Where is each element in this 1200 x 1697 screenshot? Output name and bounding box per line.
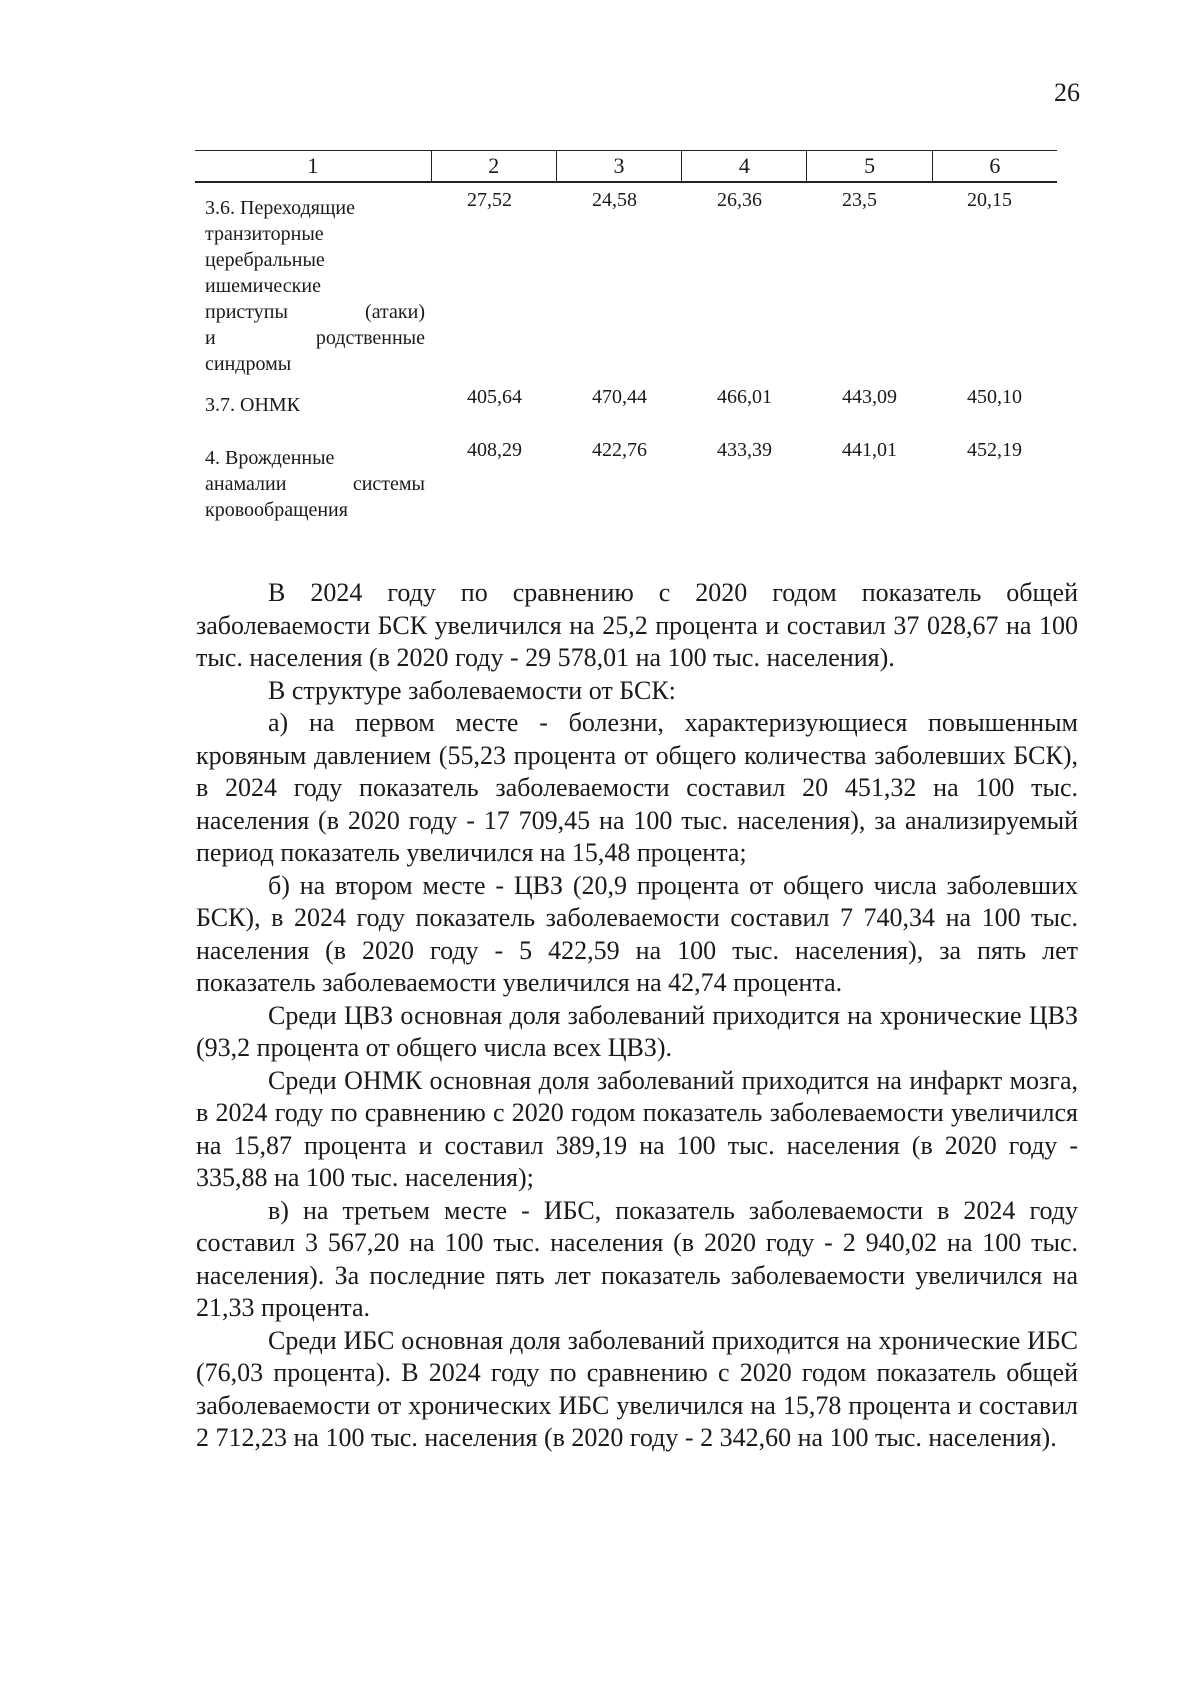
paragraph: а) на первом месте - болезни, характеризующиеся повышенным кровяным давлением (55,23 процента от общего количества заболевших БСК), в 2024 году показатель заболеваемости составил 20 451,32 на 100 тыс. населения (в 2020 году - 17 709,45 на 100 тыс. населения), за анализируемый период показатель увеличился на 15,48 процента; (196, 708, 1078, 867)
table-cell: 27,52 (467, 189, 512, 211)
paragraph: Среди ОНМК основная доля заболеваний приходится на инфаркт мозга, в 2024 году по сравнению с 2020 годом показатель заболеваемости увеличился на 15,87 процента и составил 389,19 на 100 тыс. населения (в 2020 году - 335,88 на 100 тыс. населения); (196, 1065, 1078, 1192)
row-label-line: и (205, 327, 216, 349)
row-label-line: ишемические (205, 275, 321, 297)
row-label-line: кровообращения (205, 499, 348, 521)
row-label-line: 3.6. Переходящие (205, 197, 355, 219)
row-label-line: (атаки) (365, 301, 425, 323)
paragraph: В структуре заболеваемости от БСК: (268, 675, 676, 705)
paragraph: Среди ИБС основная доля заболеваний приходится на хронические ИБС (76,03 процента). В 2024 году по сравнению с 2020 годом показатель общей заболеваемости от хронических ИБС увеличился на 15,78 процента и составил 2 712,23 на 100 тыс. населения (в 2020 году - 2 342,60 на 100 тыс. населения). (196, 1325, 1078, 1452)
table-cell: 452,19 (967, 439, 1022, 461)
row-label-line: транзиторные (205, 223, 324, 245)
body-text (196, 577, 1078, 1455)
table-cell: 443,09 (842, 386, 897, 408)
table-cell: 466,01 (717, 386, 772, 408)
table-header-cell: 3 (556, 151, 681, 181)
row-label-line: церебральные (205, 249, 325, 271)
row-label (205, 195, 425, 377)
table-header-row (195, 150, 1057, 183)
page-number: 26 (1054, 78, 1080, 107)
row-label-line: синдромы (205, 353, 292, 375)
paragraph: б) на втором месте - ЦВЗ (20,9 процента от общего числа заболевших БСК), в 2024 году показатель заболеваемости составил 7 740,34 на 100 тыс. населения (в 2020 году - 5 422,59 на 100 тыс. населения), за пять лет показатель заболеваемости увеличился на 42,74 процента. (196, 870, 1078, 997)
table-cell: 408,29 (467, 439, 522, 461)
table-cell: 422,76 (592, 439, 647, 461)
row-label (205, 392, 425, 418)
table-header-cell: 1 (307, 153, 319, 178)
table-cell: 405,64 (467, 386, 522, 408)
table-header-cell: 5 (806, 151, 931, 181)
table-cell: 24,58 (592, 189, 637, 211)
row-label-line: 4. Врожденные (205, 447, 335, 469)
table-header-cell: 6 (932, 151, 1057, 181)
table-cell: 450,10 (967, 386, 1022, 408)
paragraph: Среди ЦВЗ основная доля заболеваний приходится на хронические ЦВЗ (93,2 процента от общего числа всех ЦВЗ). (196, 1000, 1078, 1062)
table-cell: 20,15 (967, 189, 1012, 211)
paragraph: В 2024 году по сравнению с 2020 годом показатель общей заболеваемости БСК увеличился на 25,2 процента и составил 37 028,67 на 100 тыс. населения (в 2020 году - 29 578,01 на 100 тыс. населения). (196, 578, 1078, 672)
row-label (205, 445, 425, 523)
table-cell: 470,44 (592, 386, 647, 408)
row-label-line: анамалии (205, 473, 287, 495)
table-header-cell: 4 (681, 151, 806, 181)
table-header-cell: 2 (431, 151, 556, 181)
table-cell: 23,5 (842, 189, 877, 211)
row-label-line: родственные (315, 327, 425, 349)
row-label-line: приступы (205, 301, 288, 323)
table-cell: 26,36 (717, 189, 762, 211)
paragraph: в) на третьем месте - ИБС, показатель заболеваемости в 2024 году составил 3 567,20 на 100 тыс. населения (в 2020 году - 2 940,02 на 100 тыс. населения). За последние пять лет показатель заболеваемости увеличился на 21,33 процента. (196, 1195, 1078, 1322)
row-label-line: 3.7. ОНМК (205, 394, 301, 416)
row-label-line: системы (352, 473, 425, 495)
table-cell: 441,01 (842, 439, 897, 461)
table-cell: 433,39 (717, 439, 772, 461)
